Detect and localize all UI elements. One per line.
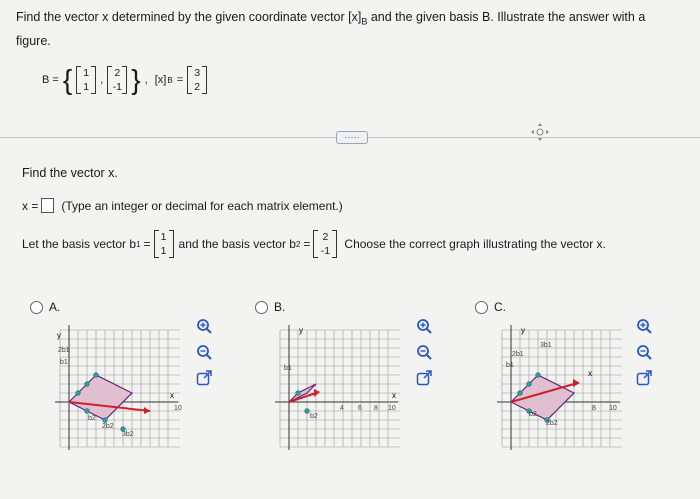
graph-a-label-b1: b1: [60, 359, 68, 366]
sentence-b2-matrix: [313, 230, 337, 258]
prompt-sub: B: [361, 16, 368, 27]
answer-hint: (Type an integer or decimal for each matrix element.): [61, 198, 343, 213]
graph-a-label-b2: b2: [88, 415, 96, 422]
option-c[interactable]: [475, 300, 506, 314]
expand-button[interactable]: ·····: [336, 131, 368, 144]
s-b1-bottom: 1: [160, 245, 167, 257]
graph-b-y-label: y: [299, 326, 303, 335]
coord-top: 3: [194, 67, 201, 79]
eq-2: =: [303, 237, 311, 251]
graph-a-tick-10: 10: [174, 405, 182, 412]
graph-c: [492, 320, 627, 458]
x-label: x =: [22, 198, 39, 213]
external-link-icon[interactable]: [196, 370, 212, 386]
graph-c-label-2b2: 2b2: [546, 420, 558, 427]
s-b1-top: 1: [160, 231, 167, 243]
graph-b-tick-8: 8: [374, 405, 378, 412]
basis-b1-matrix: [76, 66, 96, 94]
zoom-out-icon[interactable]: [416, 344, 432, 360]
b1-bottom: 1: [83, 81, 90, 93]
find-vector-label: Find the vector x.: [22, 166, 118, 180]
graph-b-label-b2: b2: [310, 413, 318, 420]
sub-1: 1: [136, 239, 141, 249]
sentence-mid: and the basis vector b: [178, 237, 296, 251]
option-c-radio[interactable]: [475, 301, 488, 314]
answer-row: [22, 198, 343, 213]
option-b-radio[interactable]: [255, 301, 268, 314]
b2-top: 2: [114, 67, 121, 79]
basis-sentence: [22, 230, 606, 258]
given-basis: B = { 1 1 , 2 -1 } , [x] B = 3 2: [42, 66, 207, 94]
graph-a: [50, 320, 185, 458]
sentence-start: Let the basis vector b: [22, 237, 137, 251]
coord-sub: B: [167, 75, 173, 85]
s-b2-bottom: -1: [320, 245, 331, 257]
sub-2: 2: [295, 239, 301, 249]
option-b[interactable]: [255, 300, 285, 314]
option-b-label: B.: [274, 300, 286, 314]
graph-c-parallelogram: [511, 375, 574, 420]
graph-c-label-2b1: 2b1: [512, 351, 524, 358]
graph-c-label-b2: b2: [529, 411, 537, 418]
graph-b: [270, 320, 405, 458]
b1-top: 1: [83, 67, 90, 79]
graph-c-y-label: y: [521, 326, 525, 335]
coord-eq: =: [176, 74, 184, 86]
graph-a-label-3b2: 3b2: [122, 431, 134, 438]
graph-c-label-b1: b1: [506, 362, 514, 369]
zoom-in-icon[interactable]: [636, 318, 652, 334]
option-c-label: C.: [494, 300, 506, 314]
coord-bottom: 2: [194, 81, 201, 93]
prompt-line1-end: and the given basis B. Illustrate the answer with a: [367, 10, 646, 24]
s-b2-top: 2: [322, 231, 329, 243]
zoom-in-icon[interactable]: [416, 318, 432, 334]
coord-matrix: [187, 66, 207, 94]
move-icon[interactable]: [530, 122, 550, 145]
zoom-in-icon[interactable]: [196, 318, 212, 334]
graph-a-label-2b2: 2b2: [102, 423, 114, 430]
graph-a-x-label: x: [170, 391, 174, 400]
problem-statement: [16, 8, 686, 51]
graph-b-grid: [280, 330, 400, 447]
sentence-b1-matrix: [154, 230, 174, 258]
option-a-radio[interactable]: [30, 301, 43, 314]
b2-bottom: -1: [112, 81, 122, 93]
prompt-line1: Find the vector x determined by the given coordinate vector [x]: [16, 10, 362, 24]
graph-a-tools: [196, 318, 212, 386]
graph-c-x-label: x: [588, 369, 592, 378]
sentence-end: Choose the correct graph illustrating the vector x.: [344, 237, 606, 251]
left-brace: {: [62, 64, 73, 95]
graph-b-axes: [275, 325, 398, 450]
zoom-out-icon[interactable]: [636, 344, 652, 360]
graph-b-tools: [416, 318, 432, 386]
option-a-label: A.: [49, 300, 61, 314]
basis-b2-matrix: [107, 66, 127, 94]
right-brace: }: [131, 64, 141, 95]
graph-c-tick-8: 8: [592, 405, 596, 412]
graph-a-arrowhead: [144, 407, 150, 414]
prompt-line2: figure.: [16, 33, 51, 48]
graph-b-tick-6: 6: [358, 405, 362, 412]
eq-1: =: [143, 237, 151, 251]
basis-label: B =: [42, 74, 59, 86]
graph-c-arrowhead: [573, 379, 580, 387]
graph-b-tick-10: 10: [388, 405, 396, 412]
external-link-icon[interactable]: [416, 370, 432, 386]
external-link-icon[interactable]: [636, 370, 652, 386]
coord-label: [x]: [154, 74, 167, 86]
graph-a-parallelogram: [69, 375, 132, 420]
graph-b-tick-4: 4: [340, 405, 344, 412]
graph-c-tools: [636, 318, 652, 386]
graph-c-label-3b1: 3b1: [540, 342, 552, 349]
option-a[interactable]: [30, 300, 60, 314]
graph-b-x-label: x: [392, 391, 396, 400]
graph-a-label-2b1: 2b1: [58, 347, 70, 354]
zoom-out-icon[interactable]: [196, 344, 212, 360]
answer-input[interactable]: [41, 198, 54, 213]
graph-a-y-label: y: [57, 331, 61, 340]
graph-b-label-b1: b1: [284, 365, 292, 372]
graph-c-tick-10: 10: [609, 405, 617, 412]
